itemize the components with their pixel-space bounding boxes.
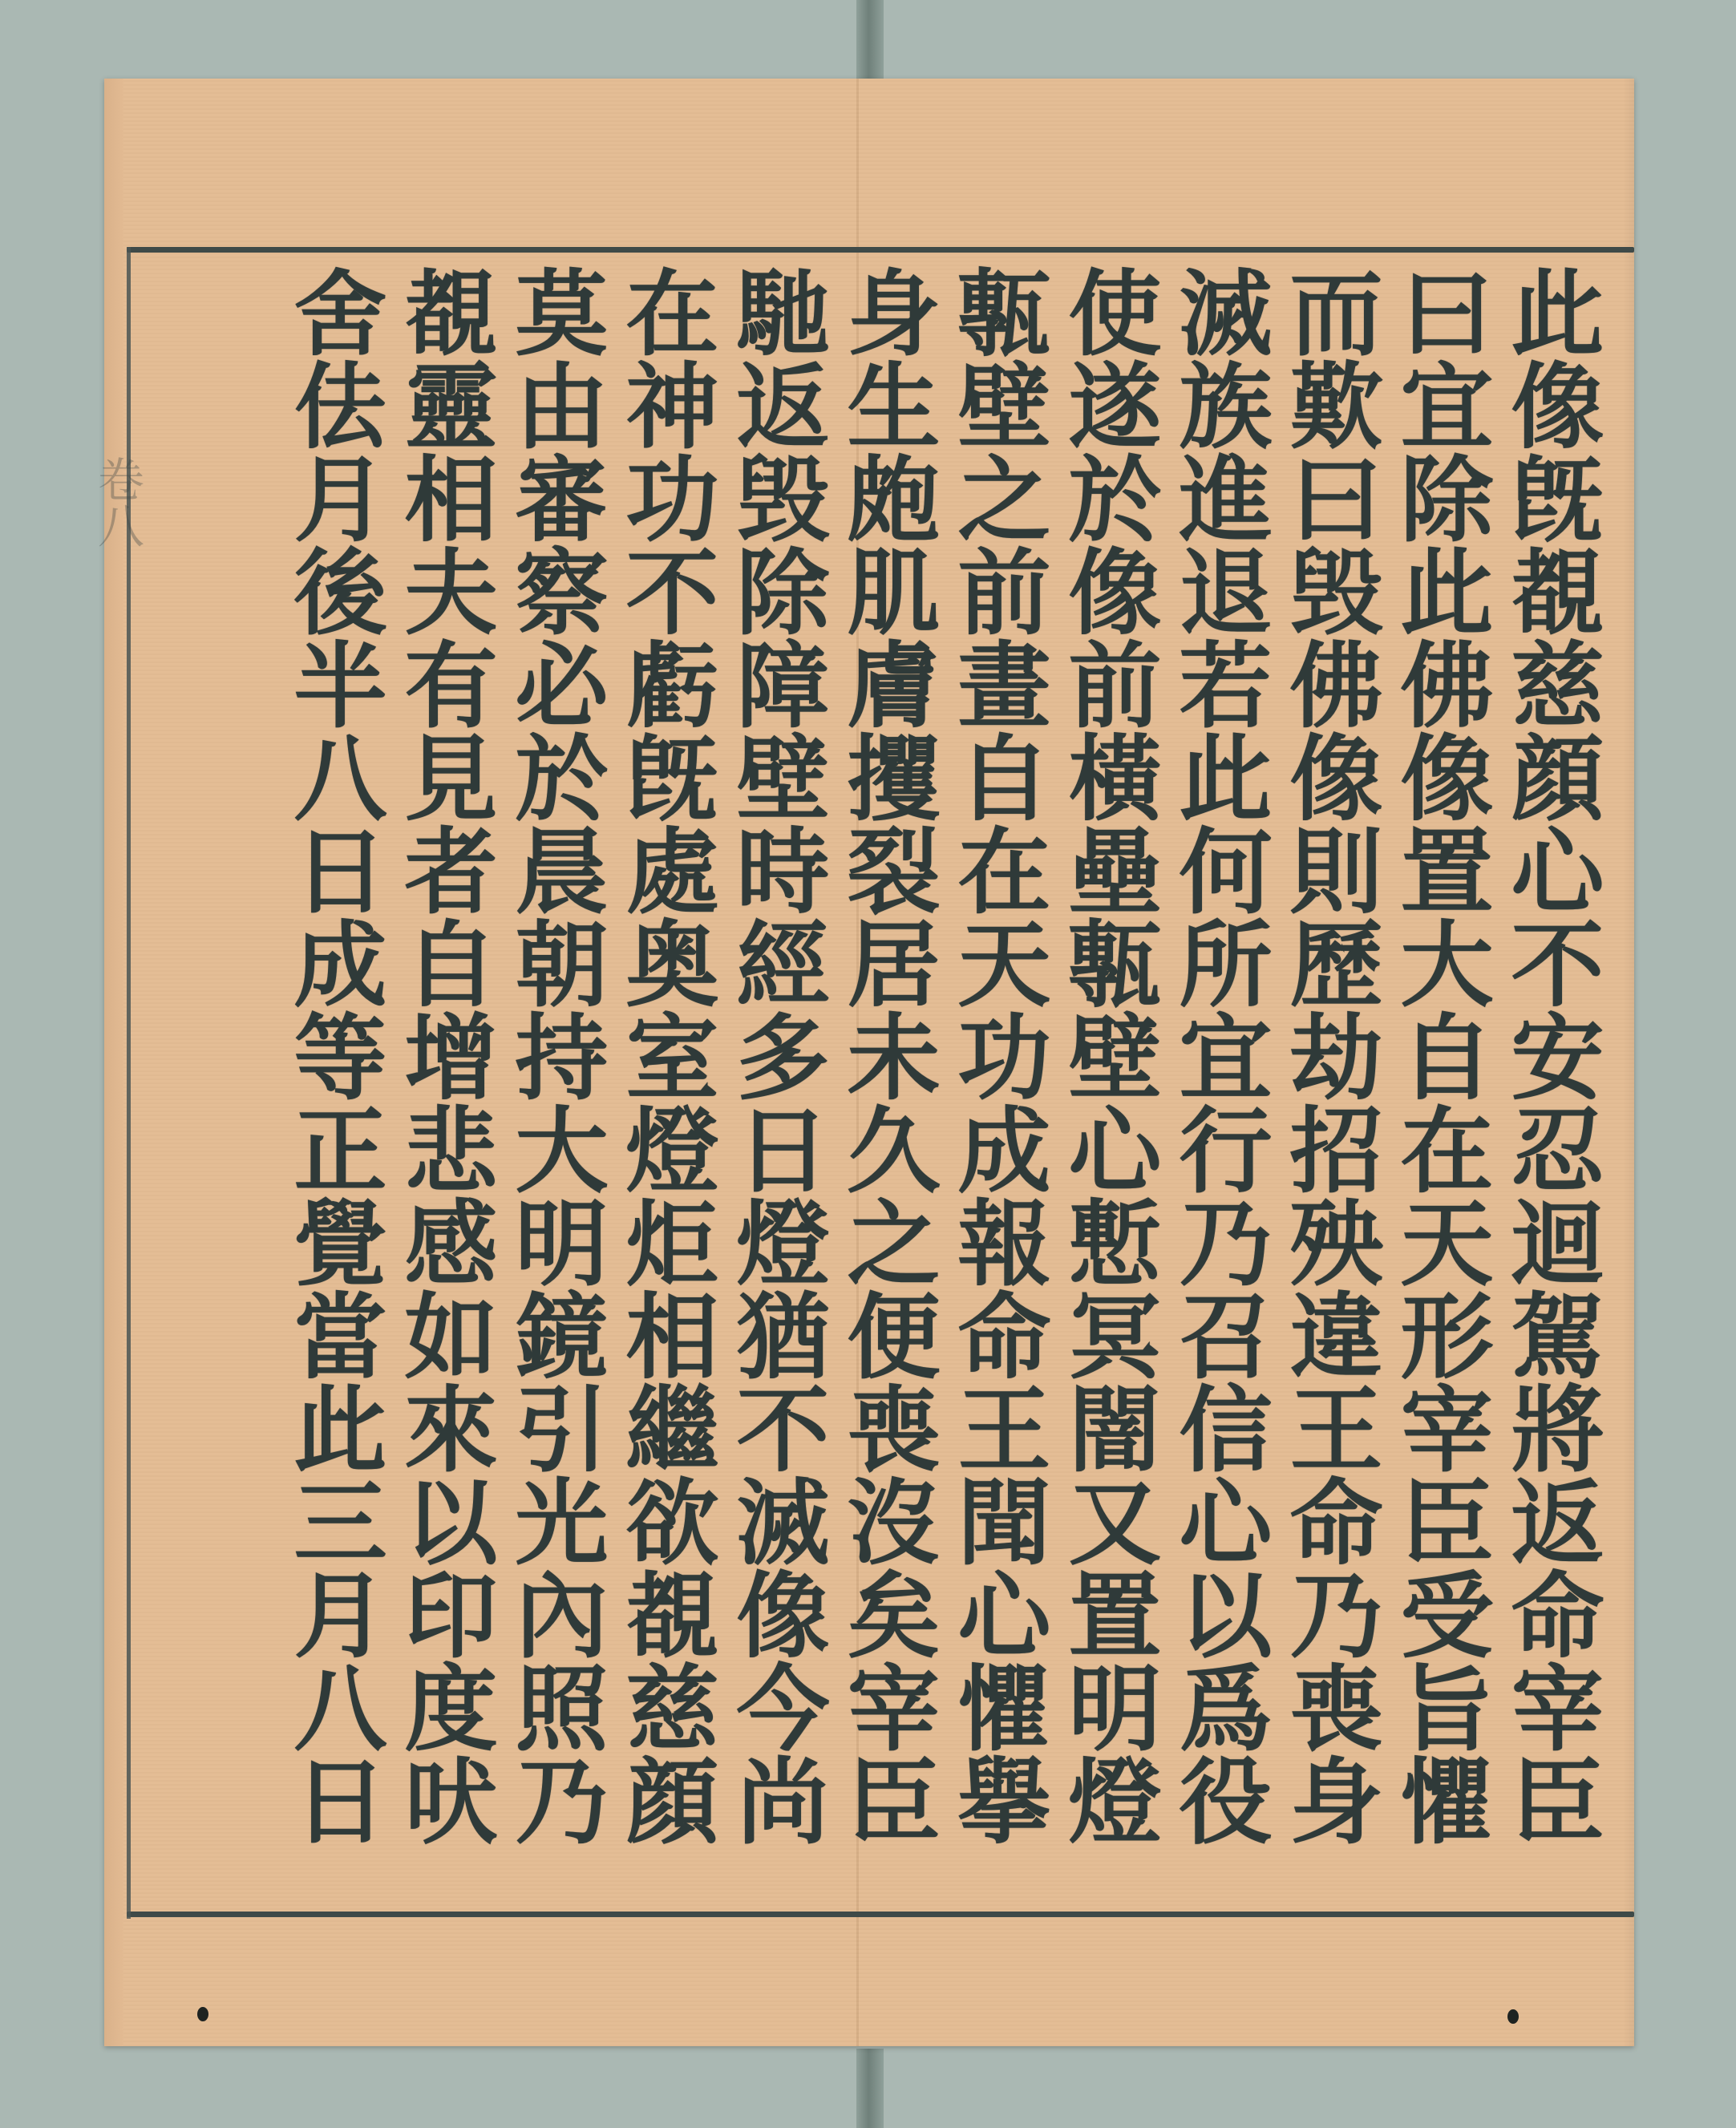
top-border-rule <box>127 247 1634 253</box>
text-column-5: 使遂於像前橫壘甎壁心慙冥闇又置明燈 <box>1053 265 1162 1846</box>
binding-hole-right <box>1507 2009 1519 2024</box>
text-column-2: 曰宜除此佛像置大自在天形宰臣受旨懼 <box>1385 265 1494 1846</box>
text-column-6: 甎壁之前畫自在天功成報命王聞心懼擧 <box>942 265 1051 1846</box>
text-column-12: 舍佉月後半八日成等正覺當此三月八日 <box>278 265 387 1846</box>
book-page <box>90 79 1634 2046</box>
text-column-10: 莫由審察必於晨朝持大明鏡引光內照乃 <box>500 265 609 1846</box>
binding-hole-left <box>197 2007 208 2021</box>
main-text-block <box>278 265 1604 1900</box>
text-column-9: 在神功不虧旣處奥室燈炬相繼欲覩慈顔 <box>610 265 719 1846</box>
text-column-4: 滅族進退若此何所宜行乃召信心以爲役 <box>1163 265 1273 1846</box>
margin-text: 卷八 <box>90 455 144 548</box>
text-column-7: 身生皰肌膚攫裂居未久之便喪沒矣宰臣 <box>832 265 941 1846</box>
text-column-3: 而歎曰毁佛像則歷劫招殃違王命乃喪身 <box>1274 265 1383 1846</box>
text-column-11: 覩靈相夫有見者自增悲感如來以印度吠 <box>389 265 498 1846</box>
text-column-1: 此像旣覩慈顔心不安忍迴駕將返命宰臣 <box>1495 265 1604 1846</box>
bottom-border-rule <box>127 1912 1634 1917</box>
text-column-8: 馳返毁除障壁時經多日燈猶不滅像今尚 <box>721 265 830 1846</box>
binding-groove-top <box>856 0 884 80</box>
binding-groove-bottom <box>856 2049 884 2128</box>
